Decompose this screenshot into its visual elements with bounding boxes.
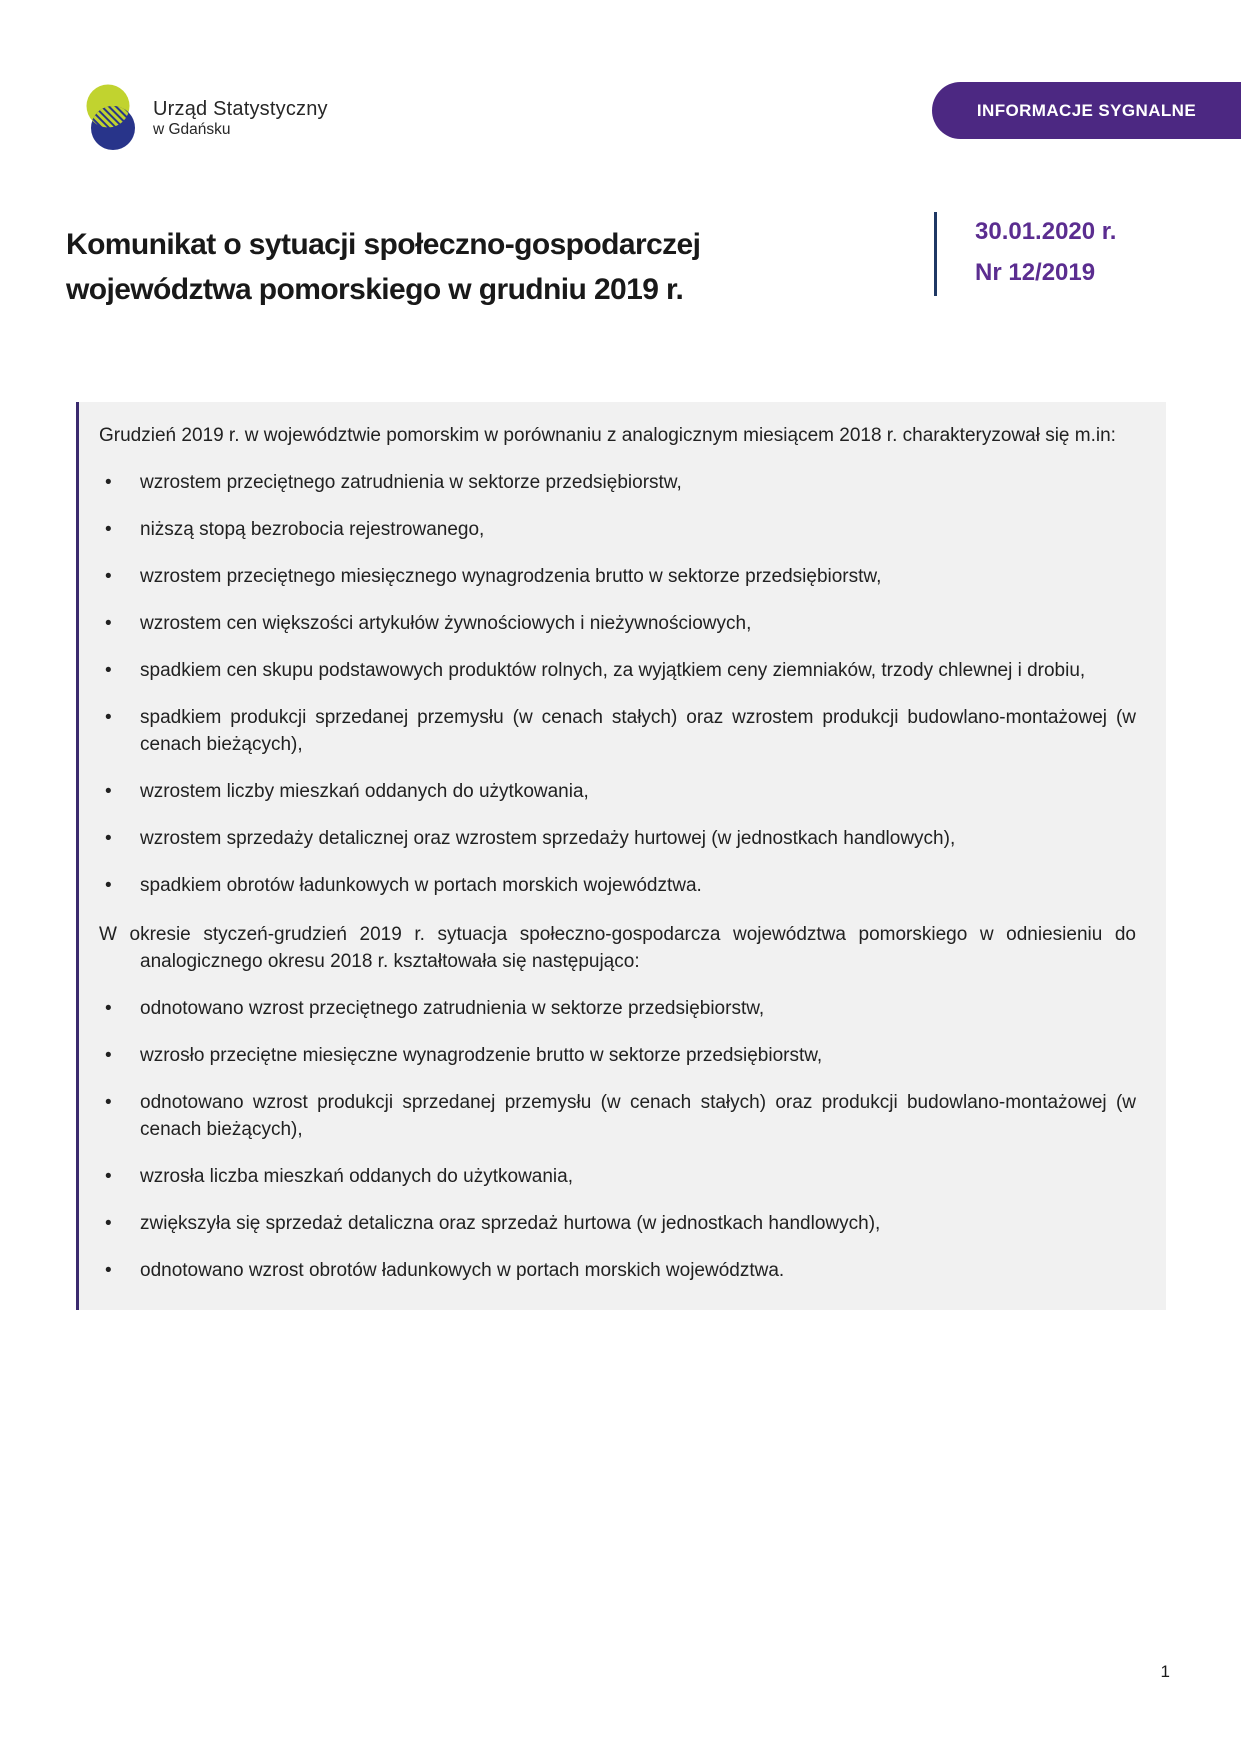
summary-intro-january-december: W okresie styczeń-grudzień 2019 r. sytuacja społeczno-gospodarcza województwa pomorskiego w odniesieniu do analogicznego okresu 2018 r. kształtowała się następująco: bbox=[99, 924, 1136, 972]
page-number: 1 bbox=[1160, 1662, 1170, 1681]
page-title-line1: Komunikat o sytuacji społeczno-gospodarczej bbox=[66, 228, 701, 262]
informacje-sygnalne-badge bbox=[932, 82, 1241, 139]
statistical-office-logo bbox=[85, 84, 328, 152]
list-item: • odnotowano wzrost produkcji sprzedanej przemysłu (w cenach stałych) oraz produkcji budowlano-montażowej (w cenach bieżących), bbox=[99, 1089, 1136, 1143]
list-item: • spadkiem produkcji sprzedanej przemysłu (w cenach stałych) oraz wzrostem produkcji budowlano-montażowej (w cenach bieżących), bbox=[99, 704, 1136, 758]
logo-org-name: Urząd Statystyczny bbox=[153, 98, 328, 121]
summary-list-january-december bbox=[99, 995, 1136, 1284]
badge-label: INFORMACJE SYGNALNE bbox=[976, 100, 1197, 120]
logo-city-name: w Gdańsku bbox=[153, 120, 231, 138]
list-item: • zwiększyła się sprzedaż detaliczna oraz sprzedaż hurtowa (w jednostkach handlowych), bbox=[99, 1210, 1136, 1237]
list-item: • spadkiem cen skupu podstawowych produktów rolnych, za wyjątkiem ceny ziemniaków, trzody chlewnej i drobiu, bbox=[99, 657, 1136, 684]
list-item: • niższą stopą bezrobocia rejestrowanego, bbox=[99, 516, 1136, 543]
list-item: • wzrosło przeciętne miesięczne wynagrodzenie brutto w sektorze przedsiębiorstw, bbox=[99, 1042, 1136, 1069]
list-item: • odnotowano wzrost przeciętnego zatrudnienia w sektorze przedsiębiorstw, bbox=[99, 995, 1136, 1022]
list-item: • odnotowano wzrost obrotów ładunkowych w portach morskich województwa. bbox=[99, 1257, 1136, 1284]
list-item: • wzrostem przeciętnego zatrudnienia w sektorze przedsiębiorstw, bbox=[99, 469, 1136, 496]
logo-text bbox=[153, 98, 328, 138]
list-item: • wzrostem cen większości artykułów żywnościowych i nieżywnościowych, bbox=[99, 610, 1136, 637]
summary-list-december bbox=[99, 469, 1136, 899]
title-meta-divider bbox=[934, 212, 937, 296]
summary-box bbox=[76, 402, 1166, 1310]
list-item: • spadkiem obrotów ładunkowych w portach morskich województwa. bbox=[99, 872, 1136, 899]
publication-issue-number: Nr 12/2019 bbox=[975, 259, 1096, 286]
list-item: • wzrosła liczba mieszkań oddanych do użytkowania, bbox=[99, 1163, 1136, 1190]
page-title-line2: województwa pomorskiego w grudniu 2019 r. bbox=[66, 273, 684, 307]
list-item: • wzrostem sprzedaży detalicznej oraz wzrostem sprzedaży hurtowej (w jednostkach handlowych), bbox=[99, 825, 1136, 852]
page-title bbox=[66, 222, 866, 312]
list-item: • wzrostem przeciętnego miesięcznego wynagrodzenia brutto w sektorze przedsiębiorstw, bbox=[99, 563, 1136, 590]
publication-date: 30.01.2020 r. bbox=[975, 218, 1117, 245]
logo-circles-icon bbox=[85, 84, 139, 152]
list-item: • wzrostem liczby mieszkań oddanych do użytkowania, bbox=[99, 778, 1136, 805]
summary-intro-december: Grudzień 2019 r. w województwie pomorskim w porównaniu z analogicznym miesiącem 2018 r. charakteryzował się m.in: bbox=[99, 425, 1116, 446]
publication-meta bbox=[975, 211, 1116, 293]
